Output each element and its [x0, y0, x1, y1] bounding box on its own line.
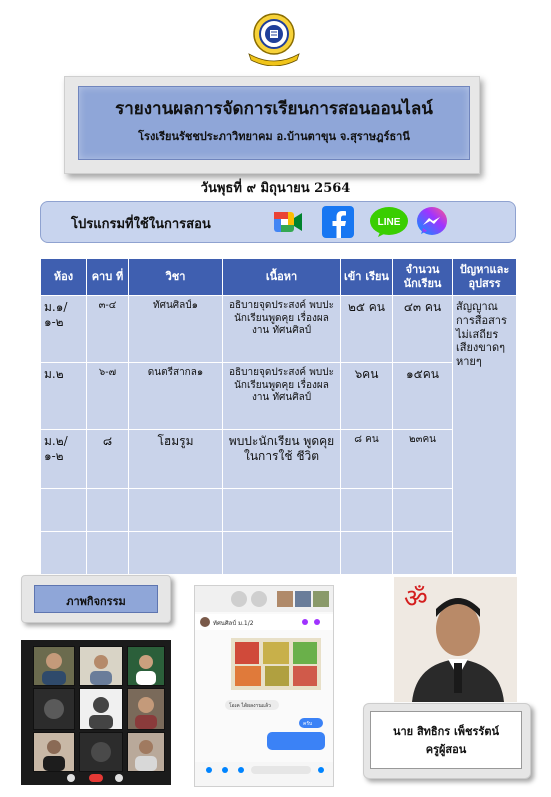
person-icon	[80, 689, 122, 729]
cell-total: ๔๓ คน	[393, 296, 453, 363]
person-icon	[34, 647, 74, 685]
om-symbol-icon: ॐ	[404, 584, 428, 614]
col-header-total: จำนวน นักเรียน	[393, 259, 453, 296]
activity-box	[34, 585, 158, 613]
col-header-subject: วิชา	[129, 259, 223, 296]
cell-attend: ๖คน	[341, 363, 393, 430]
teacher-photo	[394, 577, 517, 702]
table-row	[41, 363, 517, 430]
report-date: วันพุธที่ ๙ มิถุนายน 2564	[200, 181, 351, 196]
table-row-empty	[41, 489, 517, 532]
cell-room: ม.๒	[41, 363, 87, 430]
cell-content: อธิบายจุดประสงค์ พบปะนักเรียนพูดคุย เรื่องผลงาน ทัศนศิลป์	[223, 363, 341, 430]
chat-screenshot	[194, 585, 334, 787]
table-row-empty	[41, 532, 517, 575]
cell-content: อธิบายจุดประสงค์ พบปะนักเรียนพูดคุย เรื่องผลงาน ทัศนศิลป์	[223, 296, 341, 363]
mic-off-icon	[34, 689, 74, 729]
participant-tile	[33, 688, 75, 730]
participant-tile	[79, 646, 123, 686]
cell-subject: โฮมรูม	[129, 430, 223, 489]
chat-illustration	[195, 586, 333, 786]
teacher-box	[370, 711, 522, 769]
google-meet-icon	[271, 206, 305, 238]
line-icon	[368, 206, 410, 238]
school-logo	[241, 10, 307, 66]
teacher-role: ครูผู้สอน	[425, 743, 467, 756]
col-header-room: ห้อง	[41, 259, 87, 296]
report-table	[40, 258, 516, 572]
school-subtitle: โรงเรียนรัชชประภาวิทยาคม อ.บ้านตาขุน จ.สุราษฎร์ธานี	[138, 130, 410, 143]
participant-tile	[79, 688, 123, 730]
chat-message: โอเค ได้ผลงานแล้ว	[229, 703, 271, 709]
chat-reply: ครับ	[303, 721, 313, 727]
participant-tile	[33, 646, 75, 686]
meeting-controls	[61, 772, 131, 784]
cell-period: ๘	[87, 430, 129, 489]
cell-content: พบปะนักเรียน พูดคุย ในการใช้ ชีวิต	[223, 430, 341, 489]
program-label: โปรแกรมที่ใช้ในการสอน	[71, 217, 211, 232]
person-icon	[128, 689, 164, 729]
cell-room: ม.๑/ ๑-๒	[41, 296, 87, 363]
participant-tile	[127, 732, 165, 772]
title-box	[78, 86, 470, 160]
cell-period: ๖-๗	[87, 363, 129, 430]
cell-total: ๑๕คน	[393, 363, 453, 430]
table-header-row	[41, 259, 517, 296]
col-header-attend: เข้า เรียน	[341, 259, 393, 296]
participant-tile	[33, 732, 75, 772]
participant-tile	[127, 688, 165, 730]
person-icon	[128, 733, 164, 771]
cell-problem: สัญญาณ การสื่อสาร ไม่เสถียร เสียงขาดๆ หายๆ	[453, 296, 517, 575]
participant-tile	[79, 732, 123, 772]
meeting-screenshot	[21, 640, 171, 785]
teacher-portrait	[394, 577, 517, 702]
col-header-content: เนื้อหา	[223, 259, 341, 296]
avatar-icon	[80, 733, 122, 771]
participant-tile	[127, 646, 165, 686]
cell-attend: ๘ คน	[341, 430, 393, 489]
col-header-period: คาบ ที่	[87, 259, 129, 296]
person-icon	[128, 647, 164, 685]
page-title: รายงานผลการจัดการเรียนการสอนออนไลน์	[115, 99, 433, 119]
activity-label: ภาพกิจกรรม	[66, 595, 126, 608]
cell-attend: ๒๕ คน	[341, 296, 393, 363]
program-bar	[40, 201, 516, 243]
cell-subject: ดนตรีสากล๑	[129, 363, 223, 430]
table-row	[41, 296, 517, 363]
table-row	[41, 430, 517, 489]
cell-room: ม.๒/ ๑-๒	[41, 430, 87, 489]
teacher-name: นาย สิทธิกร เพ็ชรรัตน์	[392, 725, 499, 738]
person-icon	[34, 733, 74, 771]
chat-title: ทัศนศิลป์ ม.1/2	[213, 620, 254, 627]
cell-subject: ทัศนศิลป์๑	[129, 296, 223, 363]
line-icon-text: LINE	[377, 217, 401, 228]
person-icon	[80, 647, 122, 685]
facebook-icon	[321, 206, 355, 238]
col-header-problem: ปัญหาและ อุปสรร	[453, 259, 517, 296]
cell-total: ๒๓คน	[393, 430, 453, 489]
messenger-icon	[415, 206, 449, 238]
cell-period: ๓-๔	[87, 296, 129, 363]
